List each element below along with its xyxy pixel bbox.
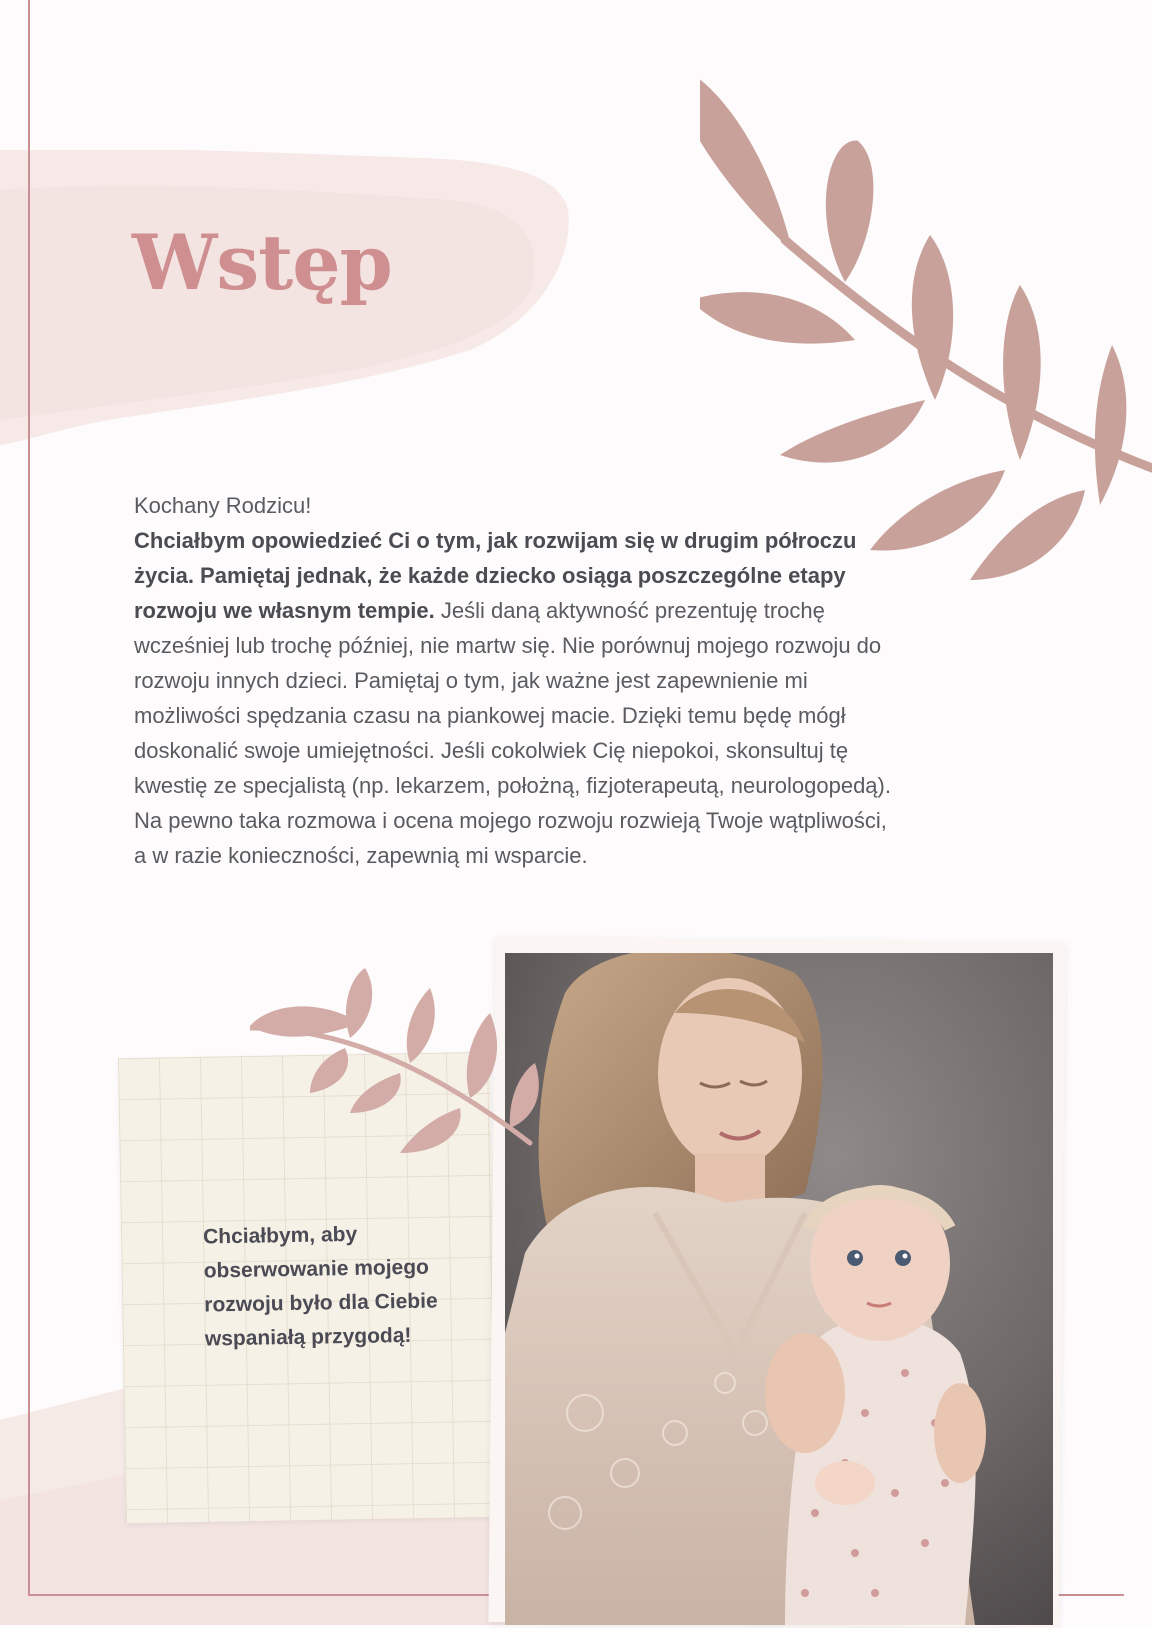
frame-line-vertical: [28, 0, 30, 1596]
leaf-branch-small-icon: [250, 968, 570, 1168]
intro-bold-text: Chciałbym opowiedzieć Ci o tym, jak rozwijam się w drugim półroczu życia. Pamiętaj jednak, że każde dziecko osiąga poszczególne etapy rozwoju we własnym tempie.: [134, 528, 857, 623]
mother-and-baby-photo: [505, 953, 1053, 1625]
greeting-text: Kochany Rodzicu!: [134, 493, 312, 518]
page-title: Wstęp: [132, 218, 392, 307]
intro-paragraph: [134, 488, 894, 873]
intro-body-text: Jeśli daną aktywność prezentuję trochę wcześniej lub trochę później, nie martw się. Nie porównuj mojego rozwoju do rozwoju innych dzieci. Pamiętaj o tym, jak ważne jest zapewnienie mi możliwości spędzania czasu na piankowej macie. Dzięki temu będę mógł doskonalić swoje umiejętności. Jeśli cokolwiek Cię niepokoi, skonsultuj tę kwestię ze specjalistą (np. lekarzem, położną, fizjoterapeutą, neurologopedą). Na pewno taka rozmowa i ocena mojego rozwoju rozwieją Twoje wątpliwości, a w razie konieczności, zapewnią mi wsparcie.: [134, 598, 891, 868]
quote-text: Chciałbym, aby obserwowanie mojego rozwoju było dla Ciebie wspaniałą przygodą!: [202, 1222, 438, 1351]
